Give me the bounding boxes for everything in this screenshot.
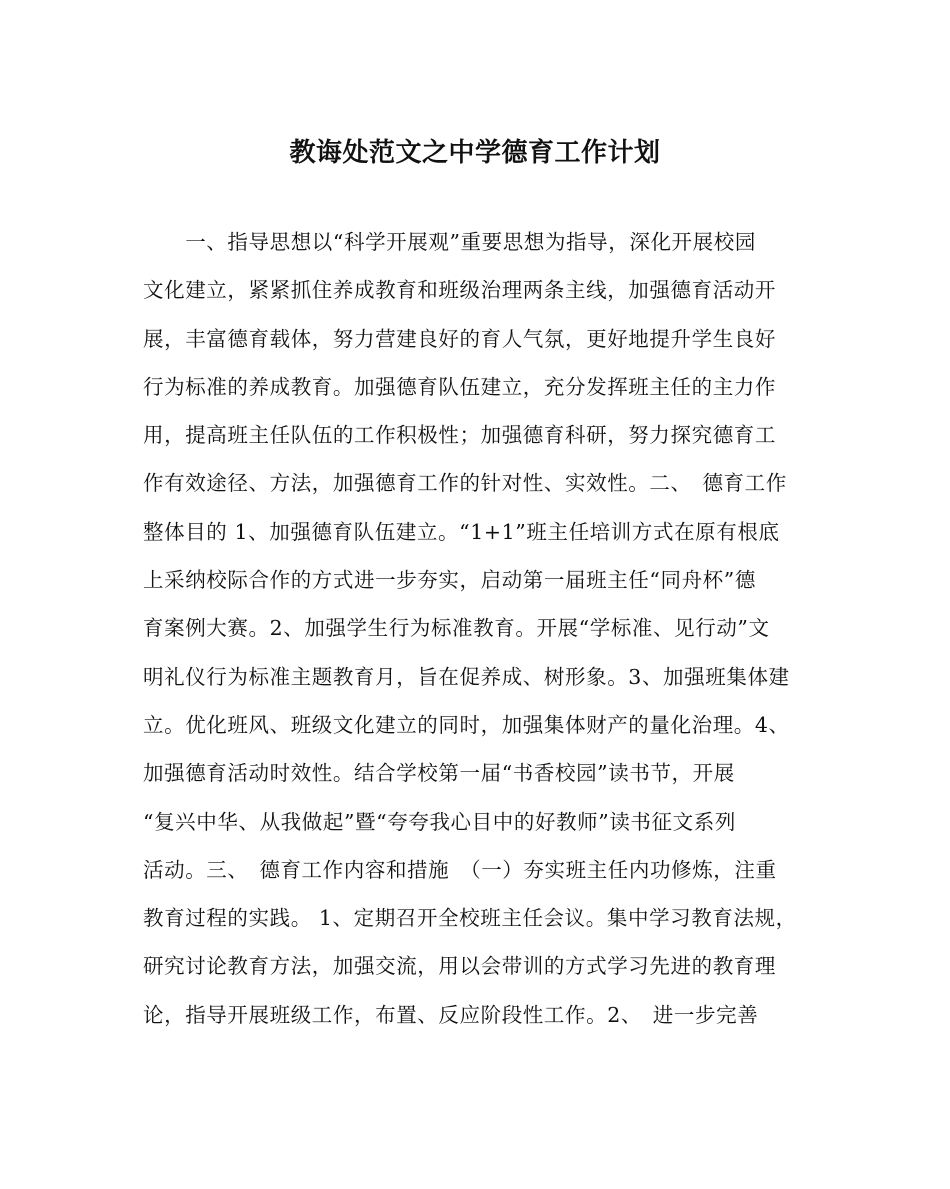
body-line: 行为标准的养成教育。加强德育队伍建立，充分发挥班主任的主力作 (143, 374, 776, 399)
document-body (143, 218, 813, 1039)
body-line: 整体目的 1、加强德育队伍建立。“1+1”班主任培训方式在原有根底 (143, 519, 780, 544)
body-line: 用，提高班主任队伍的工作积极性；加强德育科研，努力探究德育工 (143, 423, 776, 448)
body-line: 活动。三、 德育工作内容和措施 （一）夯实班主任内功修炼，注重 (143, 857, 777, 882)
body-line: 一、指导思想以“科学开展观”重要思想为指导，深化开展校园 (143, 230, 756, 254)
body-line: 立。优化班风、班级文化建立的同时，加强集体财产的量化治理。4、 (143, 712, 790, 737)
body-line: 展，丰富德育载体，努力营建良好的育人气氛，更好地提升学生良好 (143, 326, 776, 351)
body-line: “复兴中华、从我做起”暨“夸夸我心目中的好教师”读书征文系列 (143, 809, 736, 834)
body-line: 上采纳校际合作的方式进一步夯实，启动第一届班主任“同舟杯”德 (143, 568, 756, 593)
body-line: 明礼仪行为标准主题教育月，旨在促养成、树形象。3、加强班集体建 (143, 664, 790, 689)
body-line: 加强德育活动时效性。结合学校第一届“书香校园”读书节，开展 (143, 761, 735, 786)
body-line: 教育过程的实践。 1、定期召开全校班主任会议。集中学习教育法规， (143, 906, 797, 931)
body-line: 论，指导开展班级工作，布置、反应阶段性工作。2、 进一步完善 (143, 1002, 759, 1027)
document-title: 教诲处范文之中学德育工作计划 (289, 138, 661, 168)
body-line: 作有效途径、方法，加强德育工作的针对性、实效性。二、 德育工作 (143, 471, 787, 496)
body-line: 育案例大赛。2、加强学生行为标准教育。开展“学标准、见行动”文 (143, 616, 770, 641)
body-line: 文化建立，紧紧抓住养成教育和班级治理两条主线，加强德育活动开 (143, 278, 776, 303)
body-line: 研究讨论教育方法，加强交流，用以会带训的方式学习先进的教育理 (143, 954, 776, 979)
